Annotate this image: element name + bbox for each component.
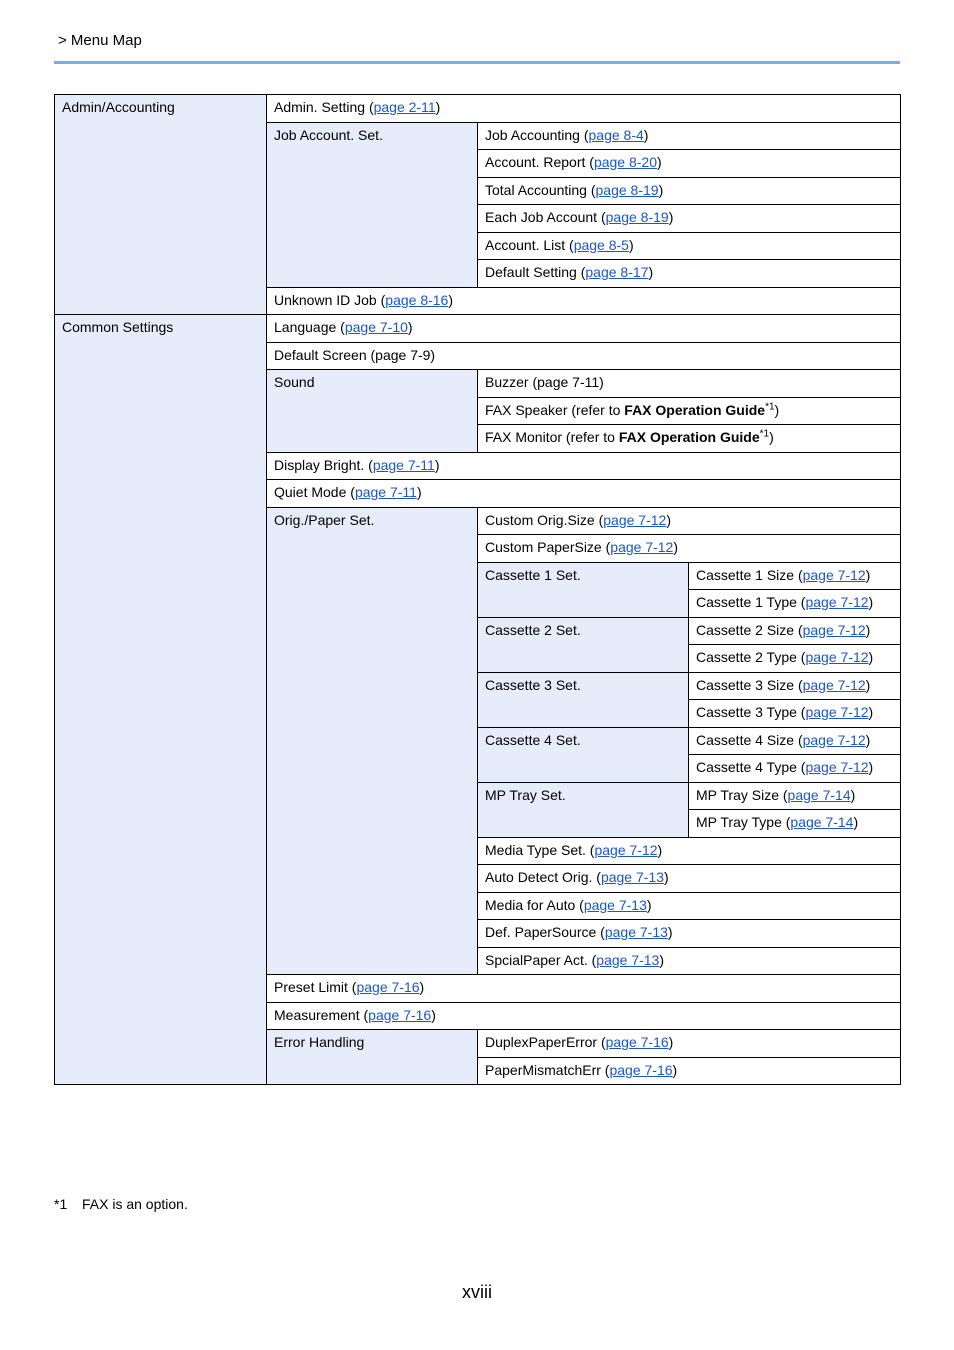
menu-group-error-handling: Error Handling — [267, 1030, 478, 1085]
menu-item-cassette-2-type: Cassette 2 Type (page 7-12) — [689, 645, 901, 673]
menu-item-cassette-1-size: Cassette 1 Size (page 7-12) — [689, 562, 901, 590]
page-link[interactable]: page 7-11 — [372, 456, 435, 473]
menu-item-account-report: Account. Report (page 8-20) — [478, 150, 901, 178]
page-link[interactable]: page 8-16 — [385, 291, 449, 308]
menu-item-job-accounting: Job Accounting (page 8-4) — [478, 122, 901, 150]
page-link[interactable]: page 7-14 — [787, 786, 851, 803]
page-number: xviii — [462, 1282, 492, 1302]
menu-group-cassette-4-set: Cassette 4 Set. — [478, 727, 689, 782]
page-link[interactable]: page 7-14 — [790, 814, 854, 830]
menu-item-cassette-2-size: Cassette 2 Size (page 7-12) — [689, 617, 901, 645]
menu-item-default-setting: Default Setting (page 8-17) — [478, 260, 901, 288]
page-link[interactable]: page 8-19 — [605, 209, 669, 225]
menu-item-quiet-mode: Quiet Mode (page 7-11) — [267, 480, 901, 508]
menu-item-media-type-set: Media Type Set. (page 7-12) — [478, 837, 901, 865]
menu-item-duplex-paper-error: DuplexPaperError (page 7-16) — [478, 1030, 901, 1058]
page-link[interactable]: page 7-10 — [344, 319, 408, 335]
menu-group-cassette-2-set: Cassette 2 Set. — [478, 617, 689, 672]
menu-group-cassette-3-set: Cassette 3 Set. — [478, 672, 689, 727]
menu-group-job-account-set: Job Account. Set. — [267, 122, 478, 287]
menu-item-paper-mismatch-err: PaperMismatchErr (page 7-16) — [478, 1057, 901, 1085]
table-row — [55, 315, 901, 343]
menu-item-buzzer: Buzzer (page 7-11) — [478, 370, 901, 398]
page-link[interactable]: page 7-16 — [605, 1034, 669, 1050]
page-link[interactable]: page 7-13 — [600, 869, 664, 885]
page-link[interactable]: page 7-13 — [596, 951, 660, 968]
menu-item-default-screen: Default Screen (page 7-9) — [267, 342, 901, 370]
menu-item-cassette-3-size: Cassette 3 Size (page 7-12) — [689, 672, 901, 700]
menu-item-special-paper-act: SpcialPaper Act. (page 7-13) — [478, 947, 901, 975]
page-link[interactable]: page 7-16 — [356, 979, 420, 995]
page-link[interactable]: page 7-12 — [802, 676, 866, 693]
menu-item-display-bright: Display Bright. (page 7-11) — [267, 452, 901, 480]
menu-item-cassette-4-size: Cassette 4 Size (page 7-12) — [689, 727, 901, 755]
page-link[interactable]: page 7-12 — [610, 539, 674, 555]
menu-item-def-paper-source: Def. PaperSource (page 7-13) — [478, 920, 901, 948]
page-link[interactable]: page 8-4 — [588, 126, 644, 143]
menu-item-cassette-1-type: Cassette 1 Type (page 7-12) — [689, 590, 901, 618]
page-link[interactable]: page 7-12 — [802, 621, 866, 638]
menu-group-sound: Sound — [267, 370, 478, 453]
page-link[interactable]: page 7-16 — [609, 1061, 673, 1078]
page-link[interactable]: page 7-13 — [583, 896, 647, 913]
page-link[interactable]: page 7-16 — [368, 1006, 432, 1023]
menu-item-language: Language (page 7-10) — [267, 315, 901, 343]
menu-item-custom-paper-size: Custom PaperSize (page 7-12) — [478, 535, 901, 563]
menu-group-admin-accounting: Admin/Accounting — [55, 95, 267, 315]
page-link[interactable]: page 8-19 — [595, 181, 659, 198]
footnote-text: FAX is an option. — [82, 1196, 188, 1212]
table-row — [55, 95, 901, 123]
menu-item-account-list: Account. List (page 8-5) — [478, 232, 901, 260]
header-divider — [54, 61, 900, 64]
menu-item-fax-monitor: FAX Monitor (refer to FAX Operation Guide$^{*1}$) — [478, 425, 901, 453]
page-link[interactable]: page 7-12 — [802, 566, 866, 583]
menu-group-common-settings: Common Settings — [55, 315, 267, 1085]
menu-item-custom-orig-size: Custom Orig.Size (page 7-12) — [478, 507, 901, 535]
page-link[interactable]: page 7-12 — [805, 649, 869, 665]
menu-item-auto-detect-orig: Auto Detect Orig. (page 7-13) — [478, 865, 901, 893]
menu-item-measurement: Measurement (page 7-16) — [267, 1002, 901, 1030]
menu-item-total-accounting: Total Accounting (page 8-19) — [478, 177, 901, 205]
page-link[interactable]: page 8-5 — [573, 236, 629, 253]
footnote — [54, 1196, 188, 1212]
page-link[interactable]: page 2-11 — [373, 99, 436, 115]
menu-item-mp-tray-type: MP Tray Type (page 7-14) — [689, 810, 901, 838]
footnote-mark: *1 — [54, 1196, 68, 1212]
page-link[interactable]: page 8-20 — [593, 154, 657, 170]
page-link[interactable]: page 7-12 — [594, 841, 658, 858]
page-link[interactable]: page 7-12 — [802, 731, 866, 748]
menu-group-orig-paper-set: Orig./Paper Set. — [267, 507, 478, 975]
menu-item-unknown-id-job: Unknown ID Job (page 8-16) — [267, 287, 901, 315]
menu-group-mp-tray-set: MP Tray Set. — [478, 782, 689, 837]
menu-item-cassette-4-type: Cassette 4 Type (page 7-12) — [689, 755, 901, 783]
breadcrumb: > Menu Map — [58, 32, 142, 49]
menu-item-cassette-3-type: Cassette 3 Type (page 7-12) — [689, 700, 901, 728]
page-link[interactable]: page 7-12 — [805, 594, 869, 610]
menu-item-preset-limit: Preset Limit (page 7-16) — [267, 975, 901, 1003]
menu-item-mp-tray-size: MP Tray Size (page 7-14) — [689, 782, 901, 810]
menu-group-cassette-1-set: Cassette 1 Set. — [478, 562, 689, 617]
page-link[interactable]: page 7-13 — [604, 924, 668, 940]
page-link[interactable]: page 7-12 — [805, 704, 869, 720]
page-link[interactable]: page 8-17 — [585, 264, 649, 280]
menu-item-each-job-account: Each Job Account (page 8-19) — [478, 205, 901, 233]
menu-item-admin-setting: Admin. Setting (page 2-11) — [267, 95, 901, 123]
menu-map-table — [54, 94, 901, 1085]
page-link[interactable]: page 7-11 — [354, 484, 417, 500]
page-link[interactable]: page 7-12 — [603, 511, 667, 528]
menu-item-media-for-auto: Media for Auto (page 7-13) — [478, 892, 901, 920]
page-link[interactable]: page 7-12 — [805, 759, 869, 775]
menu-item-fax-speaker: FAX Speaker (refer to FAX Operation Guide$^{*1}$) — [478, 397, 901, 425]
